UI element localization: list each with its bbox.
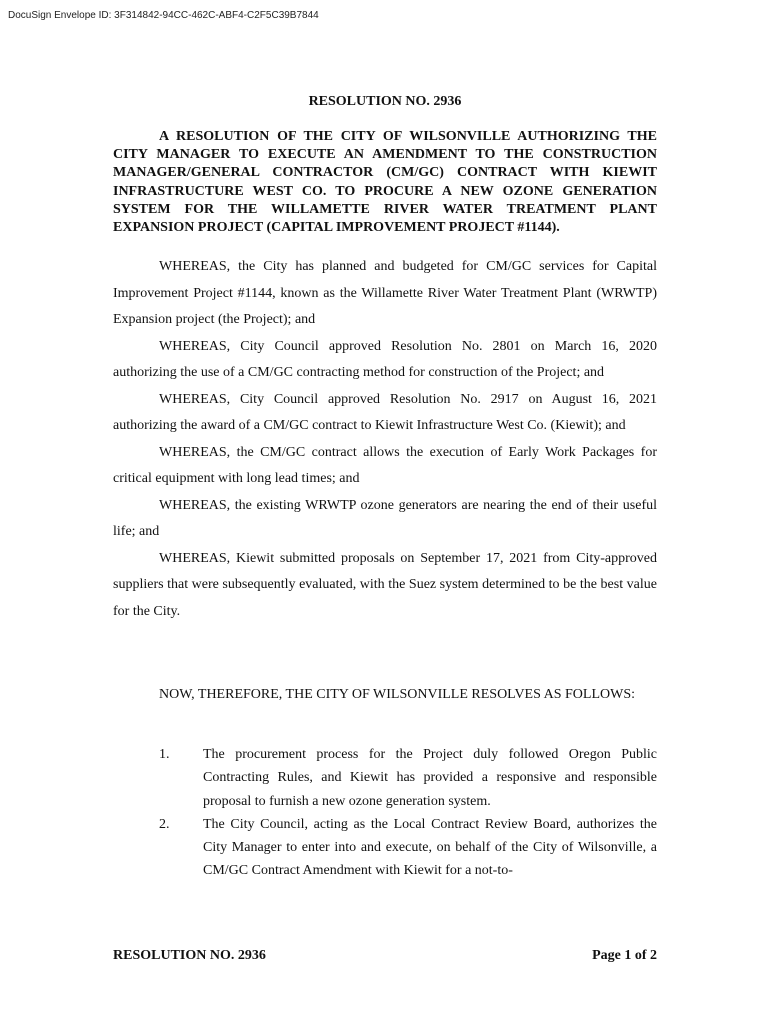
whereas-clause-3: WHEREAS, City Council approved Resolution No. 2917 on August 16, 2021 authorizing the award of a CM/GC contract to Kiewit Infrastructure West Co. (Kiewit); and (113, 391, 657, 433)
whereas-clause-1: WHEREAS, the City has planned and budgeted for CM/GC services for Capital Improvement Project #1144, known as the Willamette River Water Treatment Plant (WRWTP) Expansion project (the Project); and (113, 259, 657, 327)
footer-resolution-number: RESOLUTION NO. 2936 (113, 948, 266, 963)
whereas-clause-5: WHEREAS, the existing WRWTP ozone generators are nearing the end of their useful life; and (113, 497, 657, 539)
item-number: 1. (159, 747, 170, 762)
resolution-items (113, 743, 657, 883)
item-text: The City Council, acting as the Local Contract Review Board, authorizes the City Manager to enter into and execute, on behalf of the City of Wilsonville, a CM/GC Contract Amendment with Kiewit for a not-to- (203, 816, 657, 879)
footer-page-number: Page 1 of 2 (592, 948, 657, 963)
resolution-heading: A RESOLUTION OF THE CITY OF WILSONVILLE AUTHORIZING THE CITY MANAGER TO EXECUTE AN AMENDMENT TO THE CONSTRUCTION MANAGER/GENERAL CONTRACTOR (CM/GC) CONTRACT WITH KIEWIT INFRASTRUCTURE WEST CO. TO PROCURE A NEW OZONE GENERATION SYSTEM FOR THE WILLAMETTE RIVER WATER TREATMENT PLANT EXPANSION PROJECT (CAPITAL IMPROVEMENT PROJECT #1144). (113, 129, 657, 236)
resolution-title: RESOLUTION NO. 2936 (308, 94, 462, 109)
whereas-clause-6: WHEREAS, Kiewit submitted proposals on September 17, 2021 from City-approved suppliers that were subsequently evaluated, with the Suez system determined to be the best value for the City. (113, 550, 657, 619)
whereas-clause-2: WHEREAS, City Council approved Resolution No. 2801 on March 16, 2020 authorizing the use of a CM/GC contracting method for construction of the Project; and (113, 338, 657, 380)
docusign-envelope-id: DocuSign Envelope ID: 3F314842-94CC-462C-ABF4-C2F5C39B7844 (8, 10, 319, 21)
list-item (113, 743, 657, 813)
resolves-statement: NOW, THEREFORE, THE CITY OF WILSONVILLE RESOLVES AS FOLLOWS: (159, 687, 636, 702)
item-text: The procurement process for the Project duly followed Oregon Public Contracting Rules, and Kiewit has provided a responsive and responsible proposal to furnish a new ozone generation system. (203, 747, 657, 809)
whereas-section (113, 254, 657, 625)
whereas-clause-4: WHEREAS, the CM/GC contract allows the execution of Early Work Packages for critical equipment with long lead times; and (113, 444, 657, 486)
item-number: 2. (159, 816, 170, 832)
list-item (113, 813, 657, 883)
